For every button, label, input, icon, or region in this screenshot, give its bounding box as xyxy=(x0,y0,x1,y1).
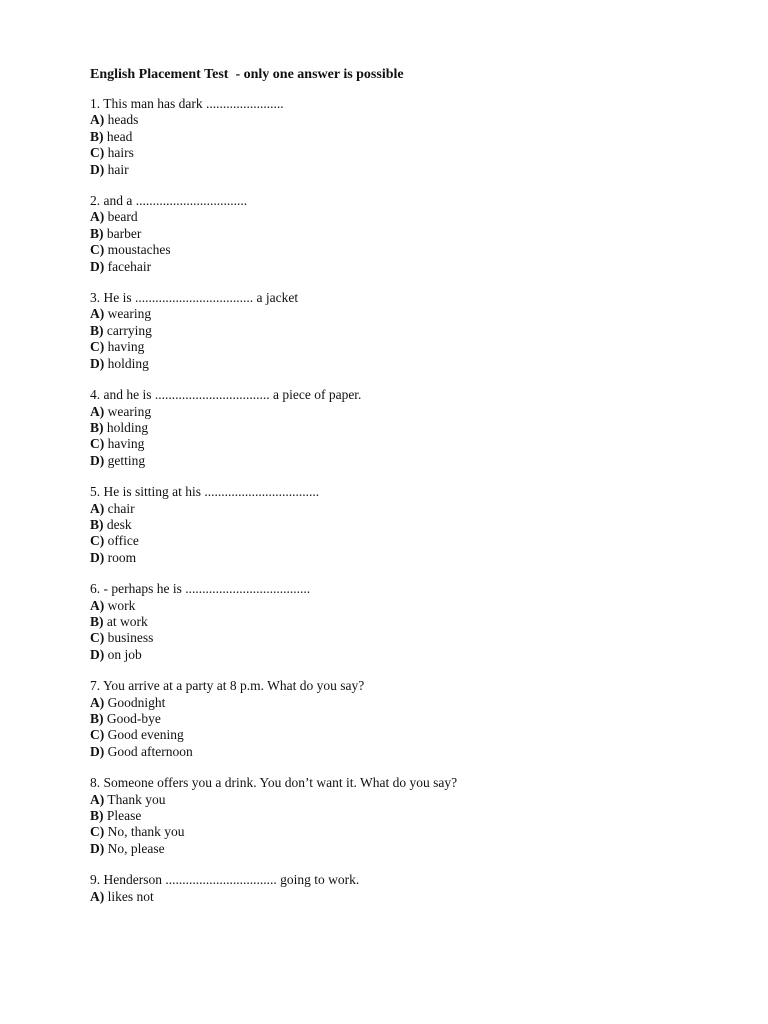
option-letter: B) xyxy=(90,711,104,726)
option-letter: B) xyxy=(90,322,104,338)
option-text: No, thank you xyxy=(107,824,185,840)
question-5 xyxy=(90,484,730,566)
option-text: having xyxy=(107,436,145,452)
option-b xyxy=(90,808,730,824)
option-text: having xyxy=(107,339,145,355)
option-a xyxy=(90,306,730,322)
option-c xyxy=(90,436,730,452)
question-2 xyxy=(90,193,730,275)
option-text: Thank you xyxy=(107,791,166,807)
question-text: 9. Henderson ................................. going to work. xyxy=(90,872,360,888)
option-letter: D) xyxy=(90,840,105,856)
option-c xyxy=(90,339,730,355)
option-letter: D) xyxy=(90,452,105,468)
option-letter: C) xyxy=(90,630,105,646)
document-page xyxy=(90,66,730,920)
option-c xyxy=(90,242,730,258)
option-text: room xyxy=(107,549,137,565)
question-text: 2. and a ................................. xyxy=(90,193,248,209)
option-b xyxy=(90,517,730,533)
option-d xyxy=(90,841,730,857)
option-a xyxy=(90,792,730,808)
option-a xyxy=(90,209,730,225)
option-d xyxy=(90,647,730,663)
question-6 xyxy=(90,581,730,663)
option-letter: D) xyxy=(90,258,105,274)
option-b xyxy=(90,711,730,727)
option-letter: A) xyxy=(90,597,105,613)
option-letter: C) xyxy=(90,339,105,355)
option-text: Good afternoon xyxy=(107,743,193,759)
document-title: English Placement Test - only one answer is possible xyxy=(90,67,404,82)
question-text: 3. He is ................................... a jacket xyxy=(90,290,299,306)
option-letter: A) xyxy=(90,209,105,225)
option-letter: C) xyxy=(90,436,105,452)
option-letter: A) xyxy=(90,888,105,904)
option-letter: B) xyxy=(90,128,104,144)
question-4 xyxy=(90,387,730,469)
option-letter: C) xyxy=(90,533,105,549)
option-text: business xyxy=(107,630,154,646)
option-letter: A) xyxy=(90,403,105,419)
option-c xyxy=(90,533,730,549)
option-letter: A) xyxy=(90,306,105,322)
option-a xyxy=(90,889,730,905)
option-text: getting xyxy=(107,452,146,468)
option-a xyxy=(90,112,730,128)
option-text: likes not xyxy=(107,888,154,904)
option-letter: B) xyxy=(90,225,104,241)
option-text: carrying xyxy=(106,322,152,338)
option-text: at work xyxy=(106,613,148,629)
option-letter: D) xyxy=(90,743,105,759)
question-8 xyxy=(90,775,730,857)
option-a xyxy=(90,695,730,711)
option-text: work xyxy=(107,597,136,613)
option-letter: A) xyxy=(90,500,105,516)
option-text: office xyxy=(107,533,139,549)
option-letter: B) xyxy=(90,613,104,629)
option-letter: A) xyxy=(90,791,105,807)
option-text: holding xyxy=(107,355,149,371)
option-c xyxy=(90,145,730,161)
option-text: heads xyxy=(107,112,139,128)
question-text: 6. - perhaps he is ..................................... xyxy=(90,581,311,597)
question-text: 4. and he is .................................. a piece of paper. xyxy=(90,387,362,403)
option-d xyxy=(90,356,730,372)
question-1 xyxy=(90,96,730,178)
question-text: 8. Someone offers you a drink. You don’t want it. What do you say? xyxy=(90,775,458,791)
option-text: beard xyxy=(107,209,138,225)
option-text: chair xyxy=(107,500,135,516)
question-9 xyxy=(90,872,730,905)
option-b xyxy=(90,614,730,630)
option-b xyxy=(90,420,730,436)
question-7 xyxy=(90,678,730,760)
option-letter: D) xyxy=(90,646,105,662)
option-b xyxy=(90,226,730,242)
option-d xyxy=(90,550,730,566)
option-text: desk xyxy=(106,516,132,532)
option-text: Goodnight xyxy=(107,694,166,710)
option-letter: A) xyxy=(90,112,105,128)
option-letter: D) xyxy=(90,161,105,177)
question-text: 7. You arrive at a party at 8 p.m. What do you say? xyxy=(90,678,365,694)
option-d xyxy=(90,453,730,469)
option-text: hair xyxy=(107,161,129,177)
option-text: holding xyxy=(106,419,149,435)
option-b xyxy=(90,323,730,339)
option-letter: B) xyxy=(90,419,104,435)
option-letter: C) xyxy=(90,727,105,743)
question-text: 1. This man has dark ....................... xyxy=(90,96,284,111)
option-a xyxy=(90,404,730,420)
option-text: wearing xyxy=(107,403,152,419)
option-text: hairs xyxy=(107,145,134,161)
option-letter: A) xyxy=(90,694,105,710)
option-text: Good evening xyxy=(107,727,184,743)
option-d xyxy=(90,259,730,275)
option-text: head xyxy=(106,128,133,144)
option-d xyxy=(90,744,730,760)
option-text: moustaches xyxy=(107,242,171,258)
option-text: wearing xyxy=(107,306,152,322)
option-letter: C) xyxy=(90,242,105,258)
option-d xyxy=(90,162,730,178)
option-letter: C) xyxy=(90,145,105,161)
option-letter: D) xyxy=(90,355,105,371)
question-text: 5. He is sitting at his .................................. xyxy=(90,484,320,500)
option-b xyxy=(90,129,730,145)
option-letter: C) xyxy=(90,824,105,840)
option-a xyxy=(90,501,730,517)
option-letter: B) xyxy=(90,516,104,532)
option-c xyxy=(90,824,730,840)
question-3 xyxy=(90,290,730,372)
option-text: No, please xyxy=(107,840,165,856)
option-a xyxy=(90,598,730,614)
option-c xyxy=(90,630,730,646)
option-letter: D) xyxy=(90,549,105,565)
option-text: on job xyxy=(107,646,142,662)
option-text: barber xyxy=(106,225,142,241)
option-text: Good-bye xyxy=(106,711,161,726)
option-letter: B) xyxy=(90,808,104,824)
option-text: facehair xyxy=(107,258,152,274)
option-c xyxy=(90,727,730,743)
option-text: Please xyxy=(106,808,142,824)
